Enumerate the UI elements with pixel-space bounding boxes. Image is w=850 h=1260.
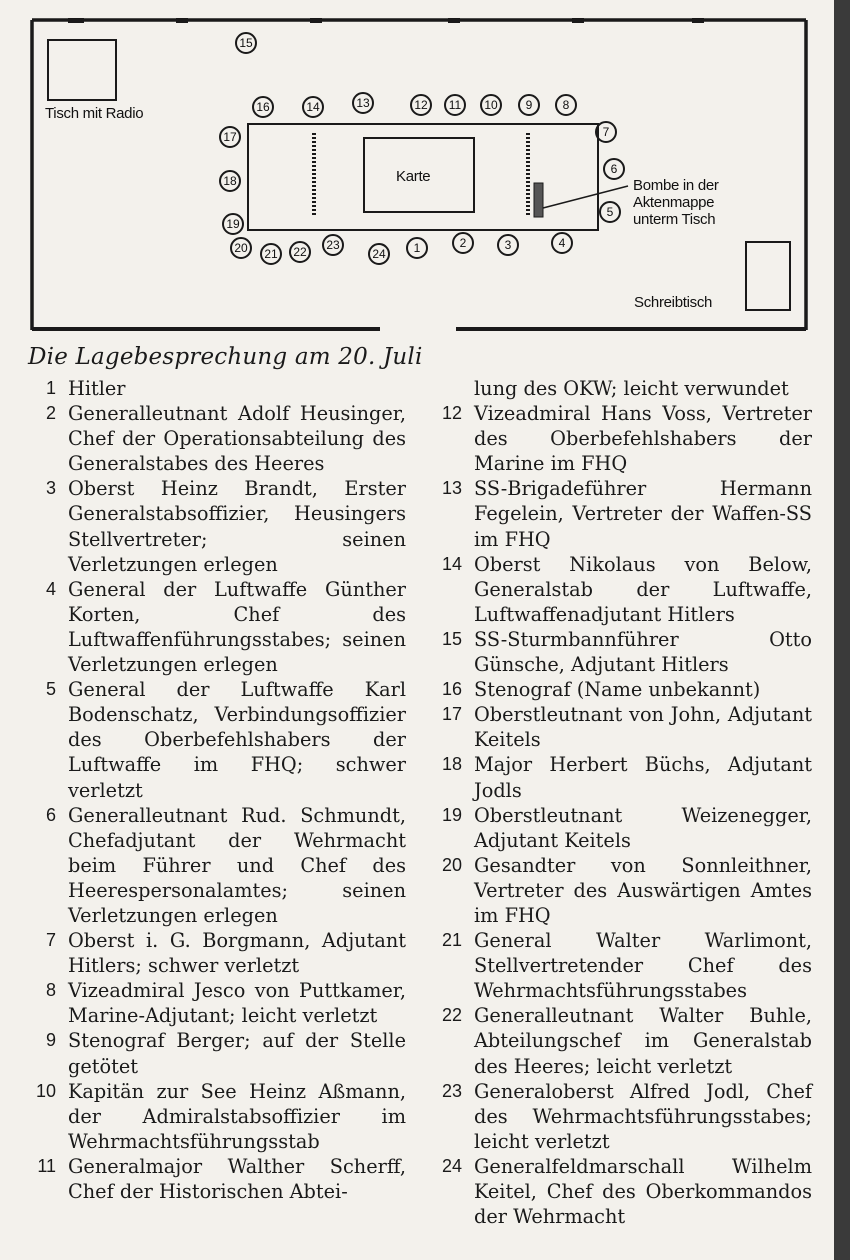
participant-entry — [434, 1079, 812, 1154]
svg-text:9: 9 — [525, 98, 533, 112]
svg-text:17: 17 — [223, 130, 237, 144]
participants-column-left — [28, 376, 406, 1204]
participant-description: Generalleutnant Adolf Heusinger, Chef der Operationsabteilung des Generalstabes des Heeres — [68, 402, 406, 476]
participant-description: Generalleutnant Walter Buhle, Abteilungschef im Generalstab des Heeres; leicht verletzt — [474, 1004, 812, 1078]
svg-text:2: 2 — [459, 236, 467, 250]
participant-description: Vizeadmiral Hans Voss, Vertreter des Oberbefehlshabers der Marine im FHQ — [474, 402, 812, 476]
svg-text:3: 3 — [504, 238, 512, 252]
bomb-briefcase — [534, 183, 543, 217]
participant-number: 18 — [441, 754, 462, 775]
participant-number: 5 — [45, 679, 56, 700]
bomb-label: Bombe in der Aktenmappe unterm Tisch — [633, 177, 719, 228]
participant-entry — [434, 677, 812, 702]
seat-16 — [253, 97, 273, 117]
svg-text:24: 24 — [372, 247, 386, 261]
radio-table — [48, 40, 116, 100]
seat-12 — [411, 95, 431, 115]
seat-6 — [604, 159, 624, 179]
participant-number: 9 — [45, 1030, 56, 1051]
participant-entry — [434, 702, 812, 752]
desk-label: Schreibtisch — [634, 294, 713, 311]
participant-description: Oberstleutnant Weizenegger, Adjutant Keitels — [474, 803, 812, 852]
seat-20 — [231, 238, 251, 258]
seat-23 — [323, 235, 343, 255]
participant-description: Oberstleutnant von John, Adjutant Keitels — [474, 703, 812, 752]
participant-number: 21 — [441, 930, 462, 951]
participant-number: 17 — [441, 704, 462, 725]
svg-text:11: 11 — [448, 98, 462, 112]
seat-14 — [303, 97, 323, 117]
participant-description: Oberst Nikolaus von Below, Generalstab der Luftwaffe, Luftwaffenadjutant Hitlers — [474, 552, 812, 626]
participant-description: Stenograf (Name unbekannt) — [474, 678, 761, 702]
participant-number: 16 — [441, 679, 462, 700]
participant-entry — [434, 476, 812, 551]
participant-description: Major Herbert Büchs, Adjutant Jodls — [474, 753, 812, 802]
map-label: Karte — [396, 168, 431, 185]
participant-entry — [28, 1028, 406, 1078]
participant-description: Vizeadmiral Jesco von Puttkamer, Marine-Adjutant; leicht verletzt — [68, 979, 406, 1028]
seat-3 — [498, 235, 518, 255]
participant-description: Gesandter von Sonnleithner, Vertreter des Auswärtigen Amtes im FHQ — [474, 853, 812, 927]
participant-entry — [28, 803, 406, 928]
participant-entry — [434, 1003, 812, 1078]
participant-description: SS-Sturmbannführer Otto Günsche, Adjutant Hitlers — [474, 627, 812, 677]
participant-description: Oberst Heinz Brandt, Erster Generalstabsoffizier, Heusingers Stellvertreter; seinen Verletzungen erlegen — [68, 477, 406, 576]
participant-description: Hitler — [68, 377, 126, 400]
svg-text:14: 14 — [306, 100, 320, 114]
svg-text:8: 8 — [562, 98, 570, 112]
seat-17 — [220, 127, 240, 147]
participant-description: General der Luftwaffe Günther Korten, Chef des Luftwaffenführungsstabes; seinen Verletzungen erlegen — [68, 577, 406, 677]
participant-description: Kapitän zur See Heinz Aßmann, der Admiralstabsoffizier im Wehrmachtsführungsstab — [68, 1079, 406, 1153]
svg-text:10: 10 — [484, 98, 498, 112]
desk — [746, 242, 790, 310]
seat-18 — [220, 171, 240, 191]
svg-text:5: 5 — [606, 205, 614, 219]
participant-number: 8 — [45, 980, 56, 1001]
participant-number: 14 — [441, 553, 462, 574]
seat-1 — [407, 238, 427, 258]
svg-text:7: 7 — [602, 125, 610, 139]
seat-21 — [261, 244, 281, 264]
participant-entry — [434, 552, 812, 627]
seat-8 — [556, 95, 576, 115]
participant-number: 3 — [45, 478, 56, 499]
participant-number: 15 — [441, 628, 462, 649]
participant-description: Oberst i. G. Borgmann, Adjutant Hitlers; schwer verletzt — [68, 929, 406, 978]
diagram-caption: Die Lagebesprechung am 20. Juli — [28, 344, 423, 370]
participant-number: 20 — [441, 854, 462, 875]
seat-2 — [453, 233, 473, 253]
scan-edge — [834, 0, 850, 1260]
participant-entry — [434, 1154, 812, 1229]
participant-entry — [434, 853, 812, 928]
svg-text:12: 12 — [414, 98, 428, 112]
entry-11-continuation: lung des OKW; leicht verwundet — [474, 377, 789, 400]
participant-entry — [434, 401, 812, 476]
participant-entry — [28, 401, 406, 476]
participant-description: SS-Brigadeführer Hermann Fegelein, Vertreter der Waffen-SS im FHQ — [474, 477, 812, 551]
participant-entry — [28, 1079, 406, 1154]
seat-9 — [519, 95, 539, 115]
svg-text:15: 15 — [239, 36, 253, 50]
seat-19 — [223, 214, 243, 234]
participant-entry — [28, 476, 406, 576]
seat-4 — [552, 233, 572, 253]
svg-text:22: 22 — [293, 245, 307, 259]
svg-text:20: 20 — [234, 241, 248, 255]
participant-description: Generalmajor Walther Scherff, Chef der Historischen Abtei- — [68, 1154, 406, 1203]
participant-entry — [28, 677, 406, 802]
seat-13 — [353, 93, 373, 113]
svg-text:21: 21 — [264, 247, 278, 261]
participant-number: 23 — [441, 1080, 462, 1101]
seat-24 — [369, 244, 389, 264]
participant-entry — [28, 376, 406, 401]
participant-entry — [434, 752, 812, 802]
seat-10 — [481, 95, 501, 115]
participant-description: Generalfeldmarschall Wilhelm Keitel, Chef des Oberkommandos der Wehrmacht — [474, 1154, 812, 1229]
participant-number: 1 — [45, 378, 56, 398]
participant-description: Generaloberst Alfred Jodl, Chef des Wehrmachtsführungsstabes; leicht verletzt — [474, 1079, 812, 1153]
svg-text:18: 18 — [223, 174, 237, 188]
seat-5 — [600, 202, 620, 222]
participant-entry — [28, 1154, 406, 1204]
svg-text:23: 23 — [326, 238, 340, 252]
seat-11 — [445, 95, 465, 115]
participant-description: General Walter Warlimont, Stellvertretender Chef des Wehrmachtsführungsstabes — [474, 929, 812, 1003]
participant-description: Generalleutnant Rud. Schmundt, Chefadjutant der Wehrmacht beim Führer und Chef des Heerespersonalamtes; seinen Verletzungen erlegen — [68, 803, 406, 927]
participant-entry — [28, 577, 406, 677]
participant-entry — [434, 627, 812, 677]
participant-entry — [434, 803, 812, 853]
participant-number: 12 — [441, 403, 462, 424]
participant-description: General der Luftwaffe Karl Bodenschatz, Verbindungsoffizier des Oberbefehlshabers der Luftwaffe im FHQ; schwer verletzt — [68, 678, 406, 802]
participant-number: 7 — [45, 930, 56, 951]
participant-entry — [28, 928, 406, 978]
participant-number: 22 — [441, 1005, 462, 1026]
svg-text:1: 1 — [413, 241, 421, 255]
participant-number: 10 — [35, 1080, 56, 1101]
bomb-pointer-line — [543, 186, 628, 208]
participant-number: 6 — [45, 804, 56, 825]
participant-number: 13 — [441, 478, 462, 499]
participant-number: 4 — [45, 578, 56, 599]
svg-text:16: 16 — [256, 100, 270, 114]
participant-number: 2 — [45, 403, 56, 424]
svg-text:19: 19 — [226, 217, 240, 231]
conference-room-floorplan — [0, 0, 834, 340]
svg-text:4: 4 — [558, 236, 566, 250]
seat-22 — [290, 242, 310, 262]
participant-entry — [434, 928, 812, 1003]
participant-number: 24 — [441, 1155, 462, 1176]
participant-number: 19 — [441, 804, 462, 825]
participant-number: 11 — [37, 1155, 56, 1176]
svg-text:13: 13 — [356, 96, 370, 110]
participants-column-right — [434, 376, 812, 1229]
seat-15 — [236, 33, 256, 53]
participant-description: Stenograf Berger; auf der Stelle getötet — [68, 1029, 406, 1078]
participant-entry — [28, 978, 406, 1028]
svg-text:6: 6 — [610, 162, 618, 176]
radio-table-label: Tisch mit Radio — [45, 105, 144, 122]
